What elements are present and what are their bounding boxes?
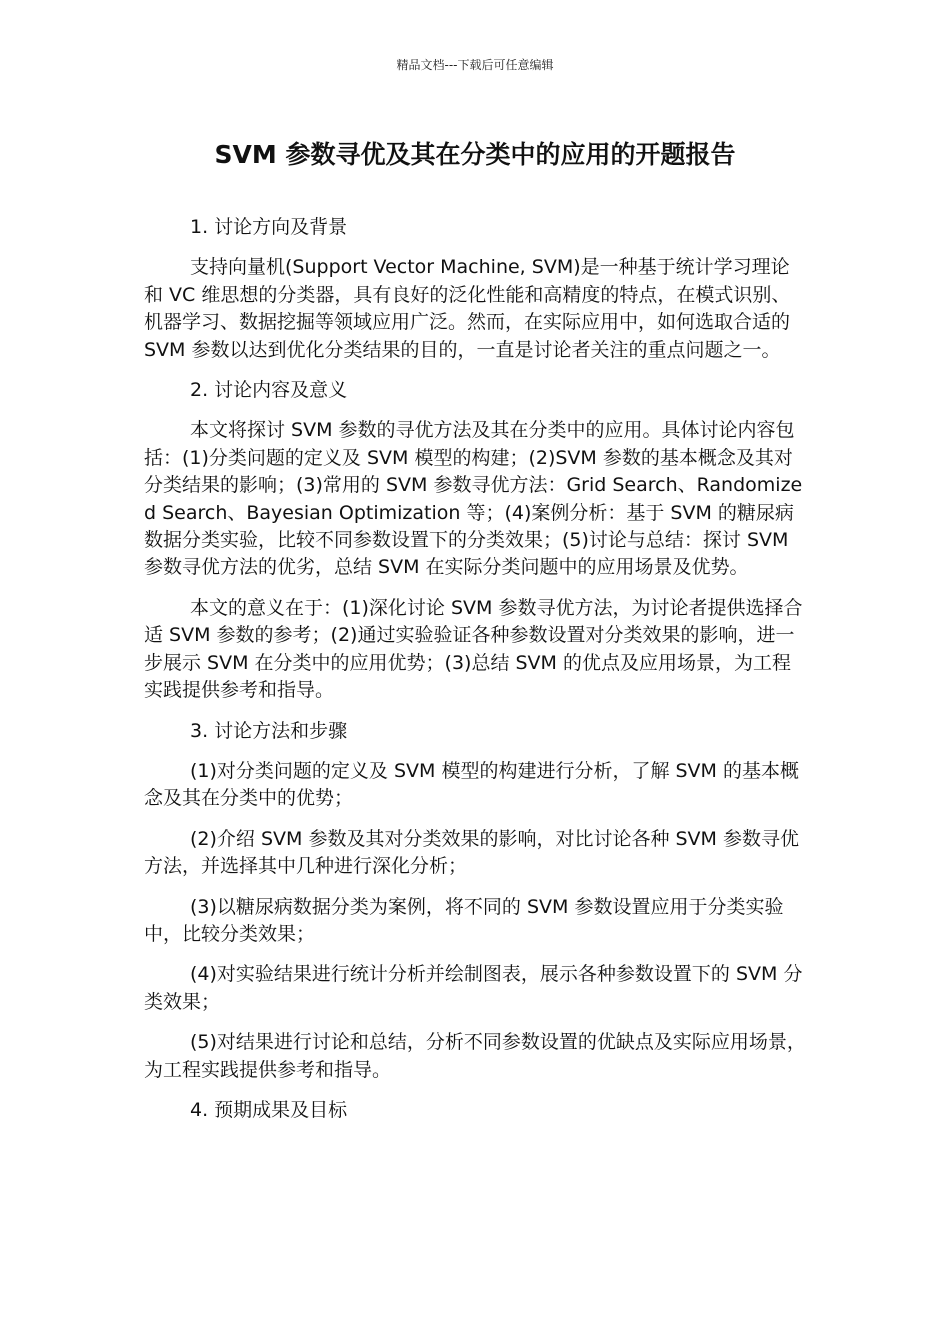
section-1-paragraph-1: 支持向量机(Support Vector Machine, SVM)是一种基于统计学习理论和 VC 维思想的分类器，具有良好的泛化性能和高精度的特点，在模式识别、机器学习、数据挖掘等领域应用广泛。然而，在实际应用中，如何选取合适的 SVM 参数以达到优化分类结果的目的，一直是讨论者关注的重点问题之一。 xyxy=(144,256,791,361)
section-3-step-1: (1)对分类问题的定义及 SVM 模型的构建进行分析，了解 SVM 的基本概念及其在分类中的优势； xyxy=(144,759,799,810)
section-3-step-4: (4)对实验结果进行统计分析并绘制图表，展示各种参数设置下的 SVM 分类效果； xyxy=(144,963,803,1013)
page-header-text: 精品文档---下载后可任意编辑 xyxy=(396,58,554,72)
section-3-step-2: (2)介绍 SVM 参数及其对分类效果的影响，对比讨论各种 SVM 参数寻优方法，并选择其中几种进行深化分析； xyxy=(144,827,799,878)
document-title: SVM 参数寻优及其在分类中的应用的开题报告 xyxy=(214,140,736,169)
section-2-paragraph-1: 本文将探讨 SVM 参数的寻优方法及其在分类中的应用。具体讨论内容包括：(1)分类问题的定义及 SVM 模型的构建；(2)SVM 参数的基本概念及其对分类结果的影响；(3)常用的 SVM 参数寻优方法：Grid Search、Randomized Search、Bayesian Optimization 等；(4)案例分析：基于 SVM 的糖尿病数据分类实验，比较不同参数设置下的分类效果；(5)讨论与总结：探讨 SVM 参数寻优方法的优劣，总结 SVM 在实际分类问题中的应用场景及优势。 xyxy=(144,419,803,579)
section-2-paragraph-2: 本文的意义在于：(1)深化讨论 SVM 参数寻优方法，为讨论者提供选择合适 SVM 参数的参考；(2)通过实验验证各种参数设置对分类效果的影响，进一步展示 SVM 在分类中的应用优势；(3)总结 SVM 的优点及应用场景，为工程实践提供参考和指导。 xyxy=(144,596,803,702)
section-heading-1: 1. 讨论方向及背景 xyxy=(190,216,348,238)
section-3-step-5: (5)对结果进行讨论和总结，分析不同参数设置的优缺点及实际应用场景，为工程实践提供参考和指导。 xyxy=(144,1031,806,1081)
section-heading-2: 2. 讨论内容及意义 xyxy=(190,379,348,402)
section-heading-4: 4. 预期成果及目标 xyxy=(190,1098,348,1121)
section-3-step-3: (3)以糖尿病数据分类为案例，将不同的 SVM 参数设置应用于分类实验中，比较分类效果； xyxy=(144,895,784,945)
document-body xyxy=(144,214,807,1137)
section-heading-3: 3. 讨论方法和步骤 xyxy=(190,719,348,742)
